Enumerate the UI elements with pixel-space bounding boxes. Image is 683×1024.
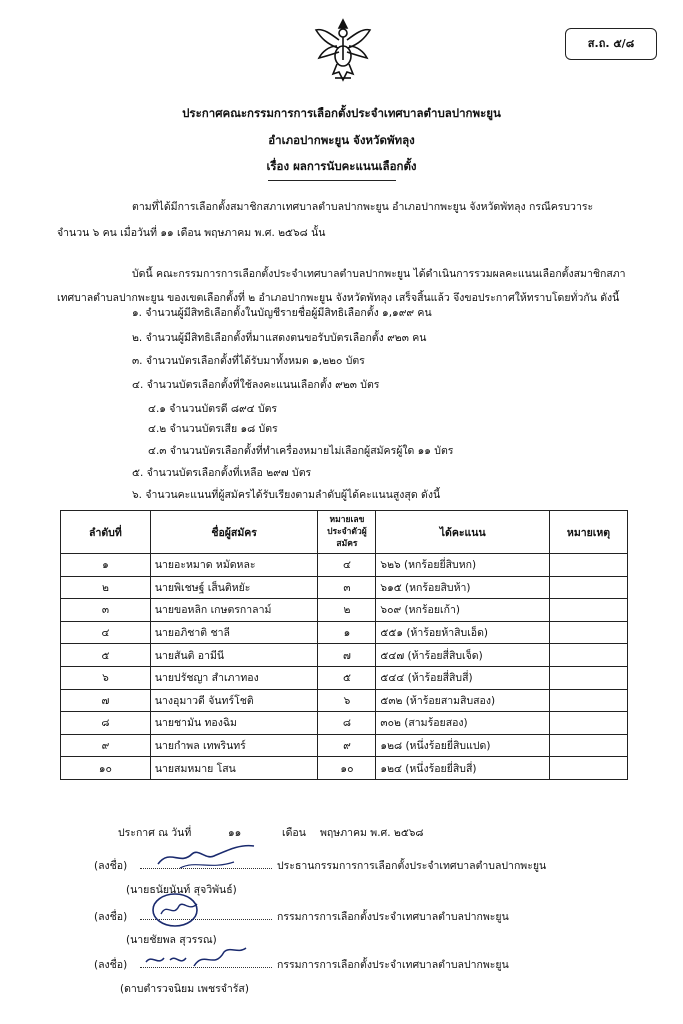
cell-rank: ๖ — [61, 666, 151, 689]
sign-title-3: กรรมการการเลือกตั้งประจำเทศบาลตำบลปากพะยูน — [277, 959, 509, 971]
cell-name: นายขอหลิก เกษตรกาลาม์ — [150, 599, 318, 622]
cell-number: ๗ — [318, 644, 376, 667]
body-line-1: บัดนี้ คณะกรรมการการเลือกตั้งประจำเทศบาลตำบลปากพะยูน ได้ดำเนินการรวมผลคะแนนเลือกตั้งสมาชิกสภา — [132, 268, 626, 280]
cell-rank: ๘ — [61, 712, 151, 735]
cell-rank: ๑ — [61, 554, 151, 577]
announce-day: ๑๑ — [228, 827, 242, 839]
cell-name: นายปรัชญา สำเภาทอง — [150, 666, 318, 689]
cell-note — [550, 644, 628, 667]
cell-name: นายสมหมาย โสน — [150, 757, 318, 780]
item-4-3: ๔.๓ จำนวนบัตรเลือกตั้งที่ทำเครื่องหมายไม่เลือกผู้สมัครผู้ใด ๑๑ บัตร — [148, 445, 454, 457]
cell-number: ๕ — [318, 666, 376, 689]
cell-number: ๑ — [318, 621, 376, 644]
table-row — [61, 689, 628, 712]
table-row — [61, 757, 628, 780]
cell-rank: ๗ — [61, 689, 151, 712]
cell-note — [550, 576, 628, 599]
intro-line-2: จำนวน ๖ คน เมื่อวันที่ ๑๑ เดือน พฤษภาคม พ.ศ. ๒๕๖๘ นั้น — [57, 227, 326, 239]
cell-score: ๓๐๒ (สามร้อยสอง) — [376, 712, 550, 735]
garuda-emblem-icon — [313, 16, 373, 86]
table-header-row — [61, 511, 628, 554]
cell-rank: ๒ — [61, 576, 151, 599]
cell-rank: ๑๐ — [61, 757, 151, 780]
cell-number: ๘ — [318, 712, 376, 735]
table-row — [61, 644, 628, 667]
cell-note — [550, 666, 628, 689]
title-underline — [268, 180, 396, 181]
table-row — [61, 621, 628, 644]
table-row — [61, 576, 628, 599]
cell-note — [550, 757, 628, 780]
cell-score: ๕๔๗ (ห้าร้อยสี่สิบเจ็ด) — [376, 644, 550, 667]
cell-name: นายกำพล เทพรินทร์ — [150, 734, 318, 757]
announcement-title: ประกาศคณะกรรมการการเลือกตั้งประจำเทศบาลตำบลปากพะยูน — [182, 106, 501, 120]
cell-name: นายอภิชาติ ชาลี — [150, 621, 318, 644]
cell-number: ๔ — [318, 554, 376, 577]
item-3: ๓. จำนวนบัตรเลือกตั้งที่ได้รับมาทั้งหมด ๑,๒๒๐ บัตร — [132, 355, 365, 367]
cell-score: ๑๒๔ (หนึ่งร้อยยี่สิบสี่) — [376, 757, 550, 780]
table-row — [61, 734, 628, 757]
cell-name: นายสันติ อามีนี — [150, 644, 318, 667]
cell-number: ๖ — [318, 689, 376, 712]
sign-name-1: (นายธนัยนันท์ สุจวิพันธ์) — [126, 884, 237, 896]
cell-number: ๒ — [318, 599, 376, 622]
cell-note — [550, 599, 628, 622]
cell-number: ๙ — [318, 734, 376, 757]
table-row — [61, 599, 628, 622]
table-row — [61, 666, 628, 689]
cell-rank: ๙ — [61, 734, 151, 757]
cell-score: ๕๕๑ (ห้าร้อยห้าสิบเอ็ด) — [376, 621, 550, 644]
handwritten-signature-3 — [140, 940, 250, 976]
cell-score: ๖๑๕ (หกร้อยสิบห้า) — [376, 576, 550, 599]
item-4-2: ๔.๒ จำนวนบัตรเสีย ๑๘ บัตร — [148, 423, 278, 435]
district-province: อำเภอปากพะยูน จังหวัดพัทลุง — [268, 133, 415, 147]
cell-rank: ๔ — [61, 621, 151, 644]
item-5: ๕. จำนวนบัตรเลือกตั้งที่เหลือ ๒๙๗ บัตร — [132, 467, 312, 479]
header-score: ได้คะแนน — [376, 511, 550, 554]
cell-score: ๖๒๖ (หกร้อยยี่สิบหก) — [376, 554, 550, 577]
item-2: ๒. จำนวนผู้มีสิทธิเลือกตั้งที่มาแสดงตนขอรับบัตรเลือกตั้ง ๙๒๓ คน — [132, 332, 427, 344]
announce-prefix: ประกาศ ณ วันที่ — [118, 827, 192, 839]
header-rank: ลำดับที่ — [61, 511, 151, 554]
item-4-1: ๔.๑ จำนวนบัตรดี ๘๙๔ บัตร — [148, 403, 278, 415]
item-4: ๔. จำนวนบัตรเลือกตั้งที่ใช้ลงคะแนนเลือกตั้ง ๙๒๓ บัตร — [132, 379, 380, 391]
cell-name: นางอุมาวดี จันทร์โชติ — [150, 689, 318, 712]
cell-rank: ๕ — [61, 644, 151, 667]
announce-month-label: เดือน — [282, 827, 306, 839]
sign-name-2: (นายชัยพล สุวรรณ) — [126, 934, 217, 946]
cell-note — [550, 621, 628, 644]
cell-name: นายพิเชษฐ์ เส็นติหยัะ — [150, 576, 318, 599]
sign-label-1: (ลงชื่อ) — [94, 860, 128, 872]
form-code-box: ส.ถ. ๕/๘ — [565, 28, 657, 60]
cell-rank: ๓ — [61, 599, 151, 622]
subject-line: เรื่อง ผลการนับคะแนนเลือกตั้ง — [266, 159, 417, 173]
cell-name: นายอะหมาด หมัดหละ — [150, 554, 318, 577]
cell-score: ๕๔๔ (ห้าร้อยสี่สิบสี่) — [376, 666, 550, 689]
header-name: ชื่อผู้สมัคร — [150, 511, 318, 554]
cell-note — [550, 734, 628, 757]
sign-label-2: (ลงชื่อ) — [94, 911, 128, 923]
sign-label-3: (ลงชื่อ) — [94, 959, 128, 971]
header-note: หมายเหตุ — [550, 511, 628, 554]
cell-score: ๕๓๒ (ห้าร้อยสามสิบสอง) — [376, 689, 550, 712]
handwritten-signature-1 — [150, 840, 260, 874]
sign-name-3: (ดาบตำรวจนิยม เพชรจำรัส) — [120, 983, 249, 995]
cell-number: ๑๐ — [318, 757, 376, 780]
cell-score: ๖๐๙ (หกร้อยเก้า) — [376, 599, 550, 622]
announce-month-year: พฤษภาคม พ.ศ. ๒๕๖๘ — [320, 827, 424, 839]
cell-score: ๑๒๘ (หนึ่งร้อยยี่สิบแปด) — [376, 734, 550, 757]
header-number-line1: หมายเลข — [329, 515, 365, 525]
handwritten-signature-2 — [145, 888, 225, 932]
item-6: ๖. จำนวนคะแนนที่ผู้สมัครได้รับเรียงตามลำดับผู้ได้คะแนนสูงสุด ดังนี้ — [132, 489, 441, 501]
table-row — [61, 712, 628, 735]
sign-title-2: กรรมการการเลือกตั้งประจำเทศบาลตำบลปากพะยูน — [277, 911, 509, 923]
header-number-line2: ประจำตัวผู้สมัคร — [327, 527, 367, 549]
cell-note — [550, 712, 628, 735]
header-number — [318, 511, 376, 554]
table-row — [61, 554, 628, 577]
cell-note — [550, 554, 628, 577]
cell-note — [550, 689, 628, 712]
sign-title-1: ประธานกรรมการการเลือกตั้งประจำเทศบาลตำบลปากพะยูน — [277, 860, 547, 872]
results-table — [60, 510, 628, 780]
item-1: ๑. จำนวนผู้มีสิทธิเลือกตั้งในบัญชีรายชื่อผู้มีสิทธิเลือกตั้ง ๑,๑๙๙ คน — [132, 307, 432, 319]
body-line-2: เทศบาลตำบลปากพะยูน ของเขตเลือกตั้งที่ ๒ อำเภอปากพะยูน จังหวัดพัทลุง เสร็จสิ้นแล้ว จึงขอประกาศให้ทราบโดยทั่วกัน ดังนี้ — [57, 292, 620, 304]
cell-name: นายชามัน ทองฉิม — [150, 712, 318, 735]
cell-number: ๓ — [318, 576, 376, 599]
intro-line-1: ตามที่ได้มีการเลือกตั้งสมาชิกสภาเทศบาลตำบลปากพะยูน อำเภอปากพะยูน จังหวัดพัทลุง กรณีครบวาระ — [132, 201, 594, 213]
